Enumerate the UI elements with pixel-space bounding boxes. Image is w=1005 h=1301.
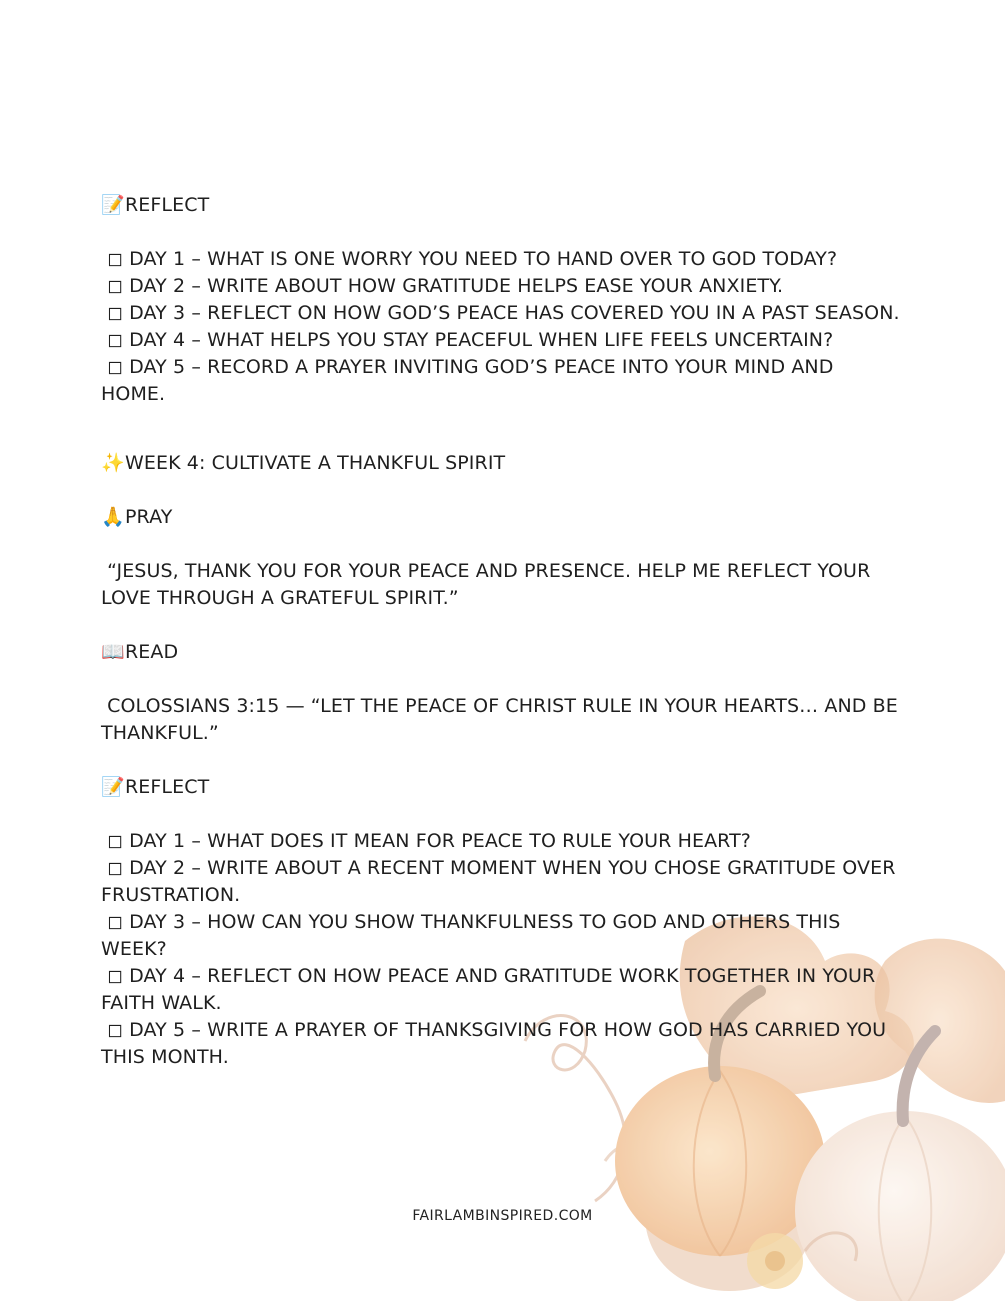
open-book-icon: 📖 xyxy=(101,641,125,663)
sparkles-icon: ✨ xyxy=(101,452,125,474)
footer-website: FAIRLAMBINSPIRED.COM xyxy=(412,1208,593,1224)
prompt-day-5: ◻ DAY 5 – WRITE A PRAYER OF THANKSGIVING FOR HOW GOD HAS CARRIED YOU THIS MONTH. xyxy=(101,1019,887,1068)
prompt-day-3: ◻ DAY 3 – REFLECT ON HOW GOD’S PEACE HAS COVERED YOU IN A PAST SEASON. xyxy=(107,302,900,324)
memo-icon: 📝 xyxy=(101,776,125,798)
prompt-day-2: ◻ DAY 2 – WRITE ABOUT HOW GRATITUDE HELPS EASE YOUR ANXIETY. xyxy=(107,275,784,297)
prompt-day-1: ◻ DAY 1 – WHAT IS ONE WORRY YOU NEED TO HAND OVER TO GOD TODAY? xyxy=(107,248,838,270)
pray-heading: 🙏PRAY xyxy=(101,504,901,531)
scripture-text: COLOSSIANS 3:15 — “LET THE PEACE OF CHRIST RULE IN YOUR HEARTS… AND BE THANKFUL.” xyxy=(101,695,898,744)
memo-icon: 📝 xyxy=(101,194,125,216)
prompt-day-5: ◻ DAY 5 – RECORD A PRAYER INVITING GOD’S PEACE INTO YOUR MIND AND HOME. xyxy=(101,356,834,405)
prompt-day-4: ◻ DAY 4 – REFLECT ON HOW PEACE AND GRATITUDE WORK TOGETHER IN YOUR FAITH WALK. xyxy=(101,965,876,1014)
prompt-day-2: ◻ DAY 2 – WRITE ABOUT A RECENT MOMENT WHEN YOU CHOSE GRATITUDE OVER FRUSTRATION. xyxy=(101,857,896,906)
reflect-heading: 📝REFLECT xyxy=(101,774,901,801)
orange-pumpkin xyxy=(615,1066,825,1256)
white-pumpkin xyxy=(795,1111,1005,1301)
prompt-day-4: ◻ DAY 4 – WHAT HELPS YOU STAY PEACEFUL WHEN LIFE FEELS UNCERTAIN? xyxy=(107,329,834,351)
read-heading: 📖READ xyxy=(101,639,901,666)
week-title: ✨WEEK 4: CULTIVATE A THANKFUL SPIRIT xyxy=(101,450,901,477)
praying-hands-icon: 🙏 xyxy=(101,506,125,528)
prompt-day-1: ◻ DAY 1 – WHAT DOES IT MEAN FOR PEACE TO RULE YOUR HEART? xyxy=(107,830,751,852)
prayer-text: “JESUS, THANK YOU FOR YOUR PEACE AND PRESENCE. HELP ME REFLECT YOUR LOVE THROUGH A GRATEFUL SPIRIT.” xyxy=(101,560,871,609)
prompt-day-3: ◻ DAY 3 – HOW CAN YOU SHOW THANKFULNESS TO GOD AND OTHERS THIS WEEK? xyxy=(101,911,841,960)
journal-content xyxy=(101,192,901,1071)
reflect-heading: 📝REFLECT xyxy=(101,192,901,219)
